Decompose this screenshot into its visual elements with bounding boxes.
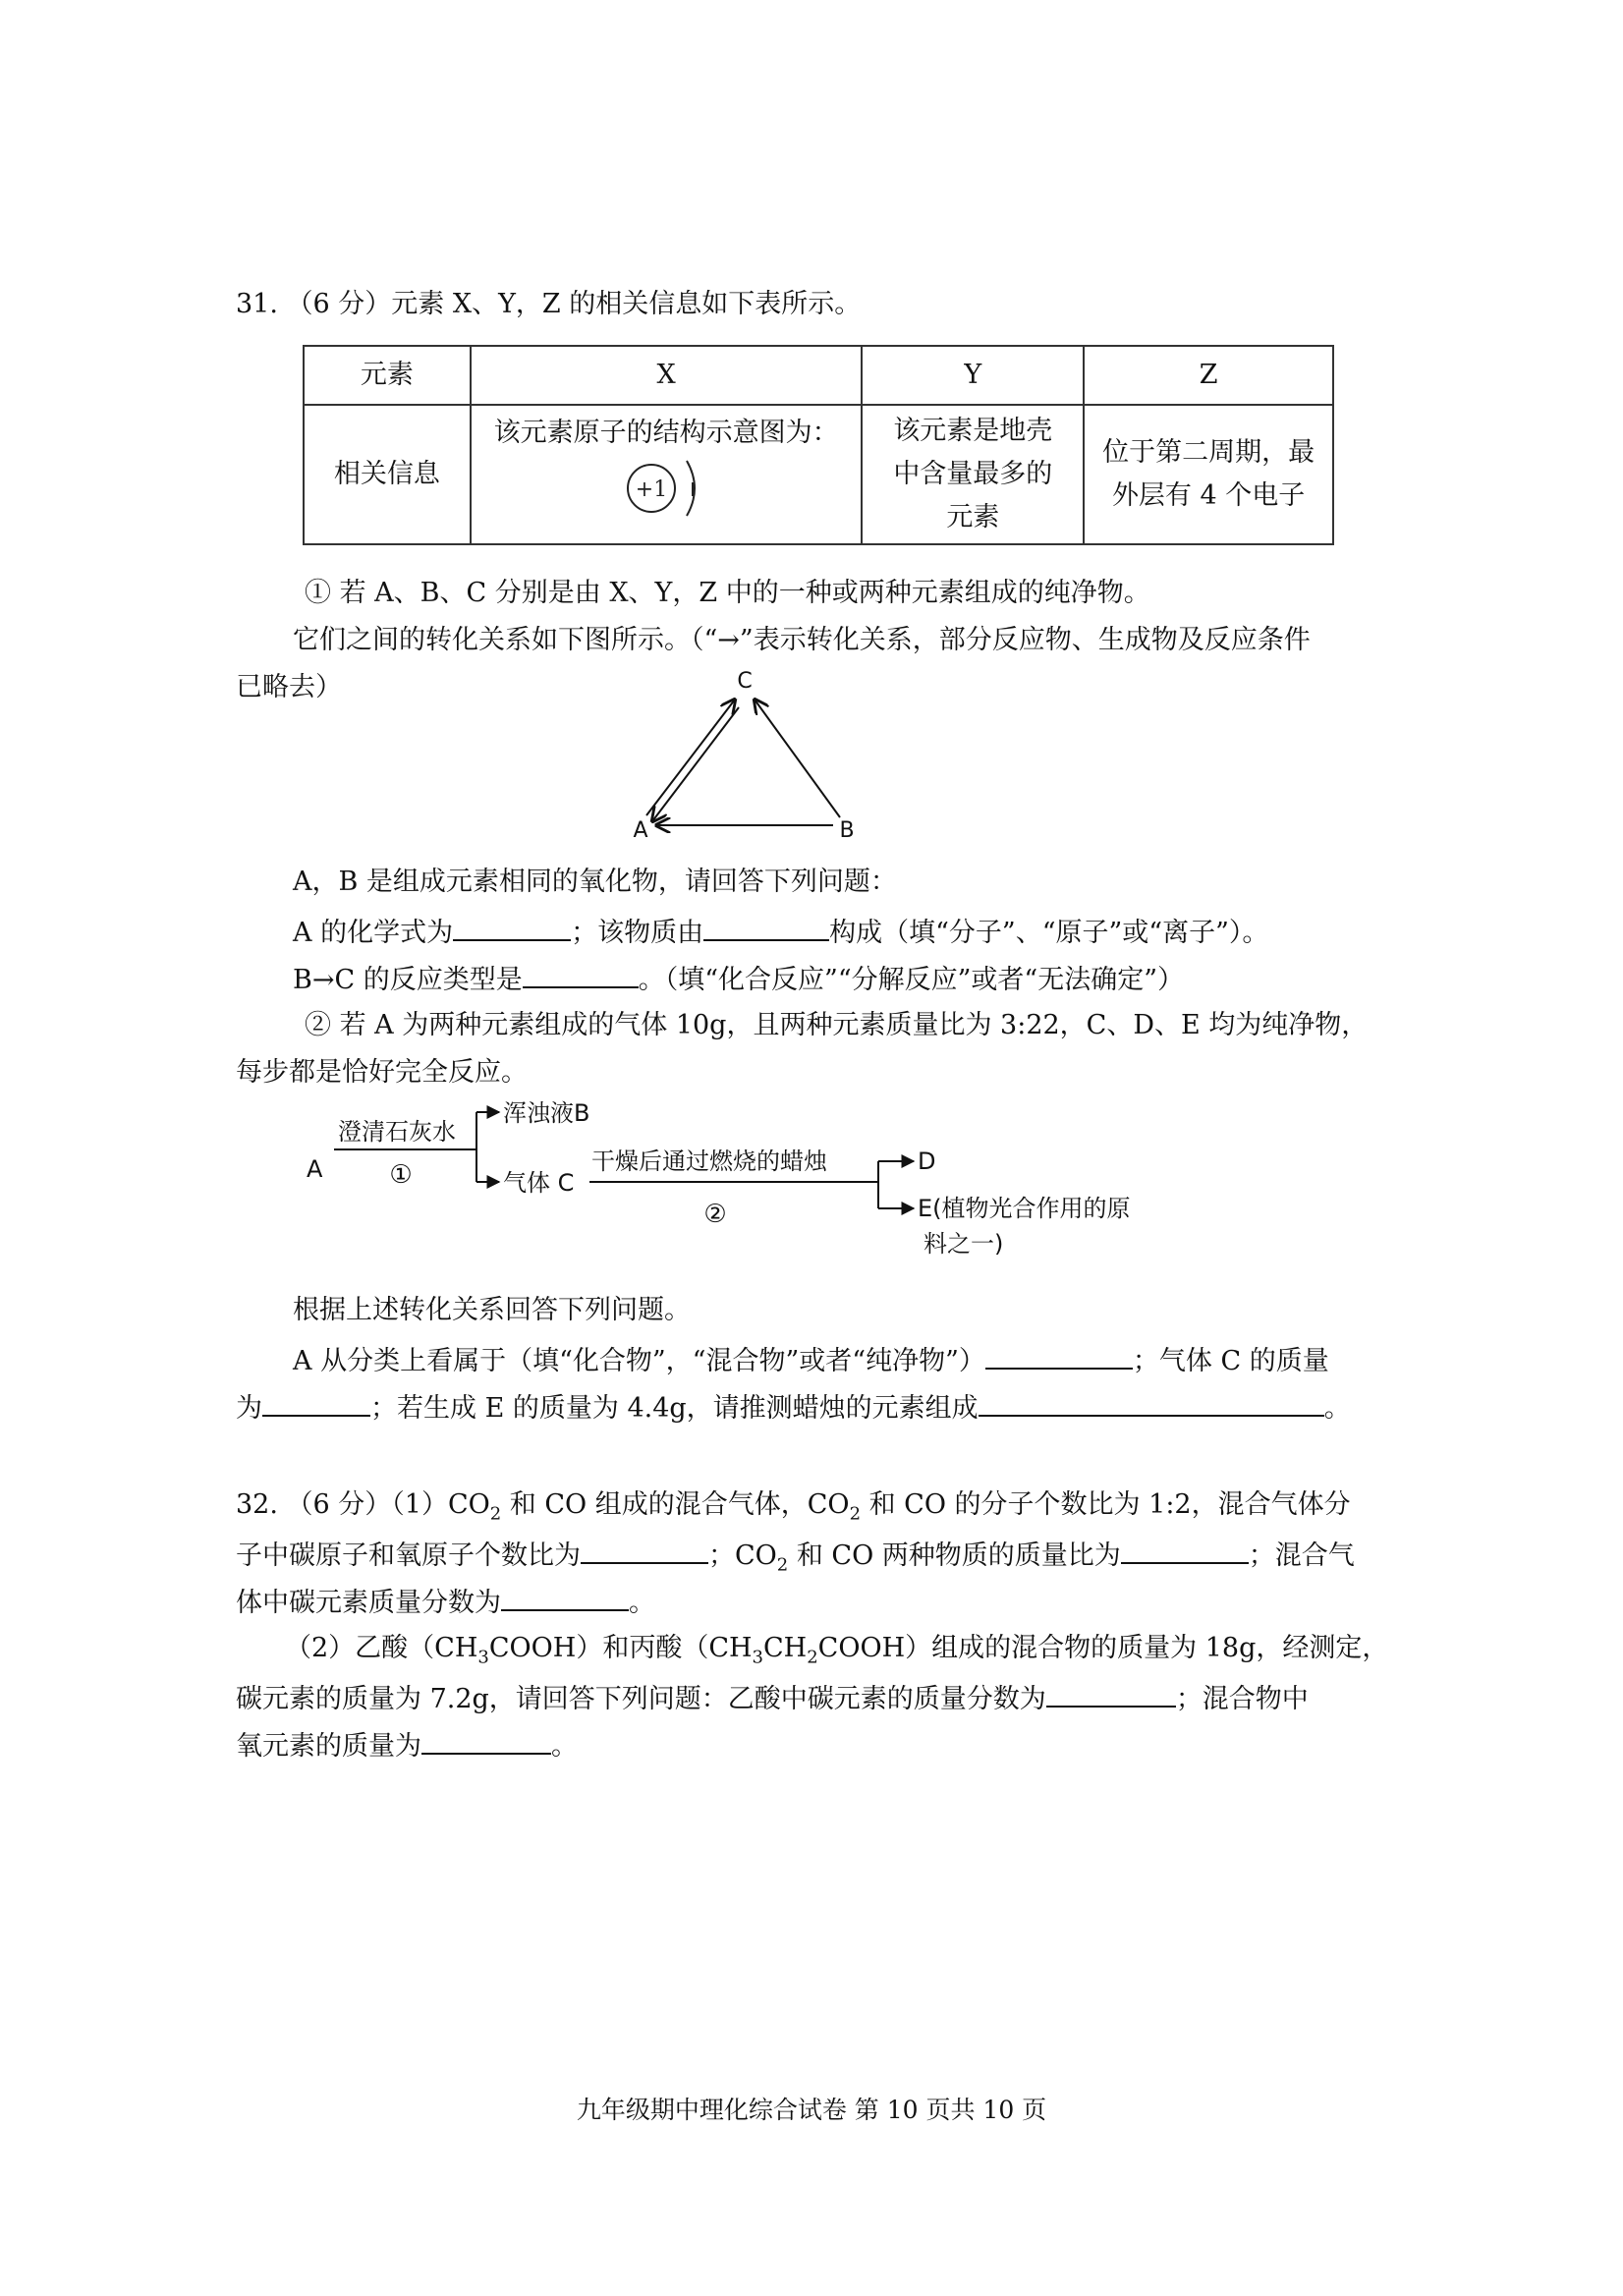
table-row-label: 相关信息 <box>304 405 471 544</box>
flow-product-b: 浑浊液B <box>503 1099 590 1127</box>
q31-header: 31. （6 分）元素 X、Y，Z 的相关信息如下表所示。 <box>236 289 862 319</box>
x-info-text: 该元素原子的结构示意图为： <box>493 418 839 448</box>
q32-line1: 32. （6 分）$(1)CO_2$ 和 CO 组成的混合气体，$CO_2$ 和 CO 的分子个数比为 1:2，混合气体分 <box>236 1489 1351 1525</box>
flow-step2-label: 干燥后通过燃烧的蜡烛 <box>591 1148 827 1175</box>
part1-line3: 已略去） <box>236 672 342 702</box>
answer-blank-candle-elements[interactable] <box>979 1385 1324 1417</box>
flow-product-e-line2: 料之一) <box>923 1230 1004 1258</box>
q-a-formula: A 的化学式为 ；该物质由 构成（填“分子”、“原子”或“离子”）。 <box>293 910 1268 953</box>
atom-structure-diagram <box>612 453 720 522</box>
table-header-y: Y <box>862 346 1084 405</box>
answer-blank-oxygen-mass[interactable] <box>421 1723 551 1755</box>
table-cell-x <box>471 405 863 544</box>
y-info-line-1: 该元素是地壳 <box>893 416 1053 446</box>
table-header-element: 元素 <box>304 346 471 405</box>
z-info-line-1: 位于第二周期，最 <box>1102 437 1315 468</box>
arrow-a-to-c <box>646 700 735 815</box>
answer-blank-a-formula[interactable] <box>453 910 571 941</box>
flow-product-c: 气体 C <box>503 1169 575 1197</box>
q-bc-type: B→C 的反应类型是 。（填“化合反应”“分解反应”或者“无法确定”） <box>293 957 1184 1000</box>
table-header-x: X <box>471 346 863 405</box>
answer-blank-a-composition[interactable] <box>703 910 829 941</box>
triangle-diagram <box>619 658 874 855</box>
y-info-line-3: 元素 <box>946 502 1000 532</box>
answer-blank-mass-ratio[interactable] <box>1121 1533 1249 1564</box>
flow-step2-num: ② <box>703 1200 727 1229</box>
flow-product-d: D <box>918 1148 936 1175</box>
q32-line2: 子中碳原子和氧原子个数比为 ；$CO_2$ 和 CO 两种物质的质量比为 ；混合气 <box>236 1533 1355 1585</box>
node-b: B <box>839 818 855 843</box>
q32-line6: 氧元素的质量为 。 <box>236 1723 578 1766</box>
node-c: C <box>737 669 753 694</box>
answer-blank-carbon-fraction[interactable] <box>501 1580 629 1611</box>
table-header-z: Z <box>1084 346 1333 405</box>
flow-step1-num: ① <box>389 1160 413 1190</box>
answer-blank-c-o-ratio[interactable] <box>581 1533 708 1564</box>
q32-line4: （2）乙酸$(CH_3COOH)$和丙酸$(CH_3CH_2COOH)$组成的混合物的质量为 18g，经测定， <box>285 1633 1389 1668</box>
table-cell-z <box>1084 405 1333 544</box>
part1-line2: 它们之间的转化关系如下图所示。（“→”表示转化关系，部分反应物、生成物及反应条件 <box>293 625 1311 655</box>
flow-diagram <box>295 1091 1228 1262</box>
element-info-table <box>303 345 1334 545</box>
answer-blank-bc-type[interactable] <box>523 957 639 988</box>
flow-step1-label: 澄清石灰水 <box>338 1118 456 1146</box>
q32-line5: 碳元素的质量为 7.2g，请回答下列问题：乙酸中碳元素的质量分数为 ；混合物中 <box>236 1676 1309 1719</box>
page-footer: 九年级期中理化综合试卷 第 10 页共 10 页 <box>576 2096 1047 2124</box>
node-a: A <box>633 818 648 843</box>
arrow-c-to-a <box>652 707 739 821</box>
q2-line1: A 从分类上看属于（填“化合物”，“混合物”或者“纯净物”） ；气体 C 的质量 <box>293 1338 1329 1381</box>
z-info-line-2: 外层有 4 个电子 <box>1111 480 1306 511</box>
part1-line1: ① 若 A、B、C 分别是由 X、Y，Z 中的一种或两种元素组成的纯净物。 <box>305 578 1150 608</box>
flow-start-a: A <box>307 1155 323 1183</box>
flow-product-e-line1: E(植物光合作用的原 <box>918 1195 1131 1222</box>
answer-blank-classification[interactable] <box>985 1338 1133 1370</box>
answer-blank-gas-c-mass[interactable] <box>262 1385 370 1417</box>
nucleus-charge: +1 <box>635 477 668 502</box>
q32-line3: 体中碳元素质量分数为 。 <box>236 1580 655 1623</box>
q2-intro: 根据上述转化关系回答下列问题。 <box>293 1295 691 1325</box>
q2-line2: 为 ；若生成 E 的质量为 4.4g，请推测蜡烛的元素组成 。 <box>236 1385 1351 1428</box>
table-cell-y <box>862 405 1084 544</box>
y-info-line-2: 中含量最多的 <box>893 459 1053 489</box>
arrow-b-to-c <box>755 700 840 817</box>
answer-blank-acetic-carbon-fraction[interactable] <box>1046 1676 1176 1708</box>
part2-line2: 每步都是恰好完全反应。 <box>236 1057 528 1088</box>
q-ab-intro: A，B 是组成元素相同的氧化物，请回答下列问题： <box>293 867 897 897</box>
part2-line1: ② 若 A 为两种元素组成的气体 10g，且两种元素质量比为 3:22，C、D、E 均为纯净物， <box>305 1010 1369 1040</box>
